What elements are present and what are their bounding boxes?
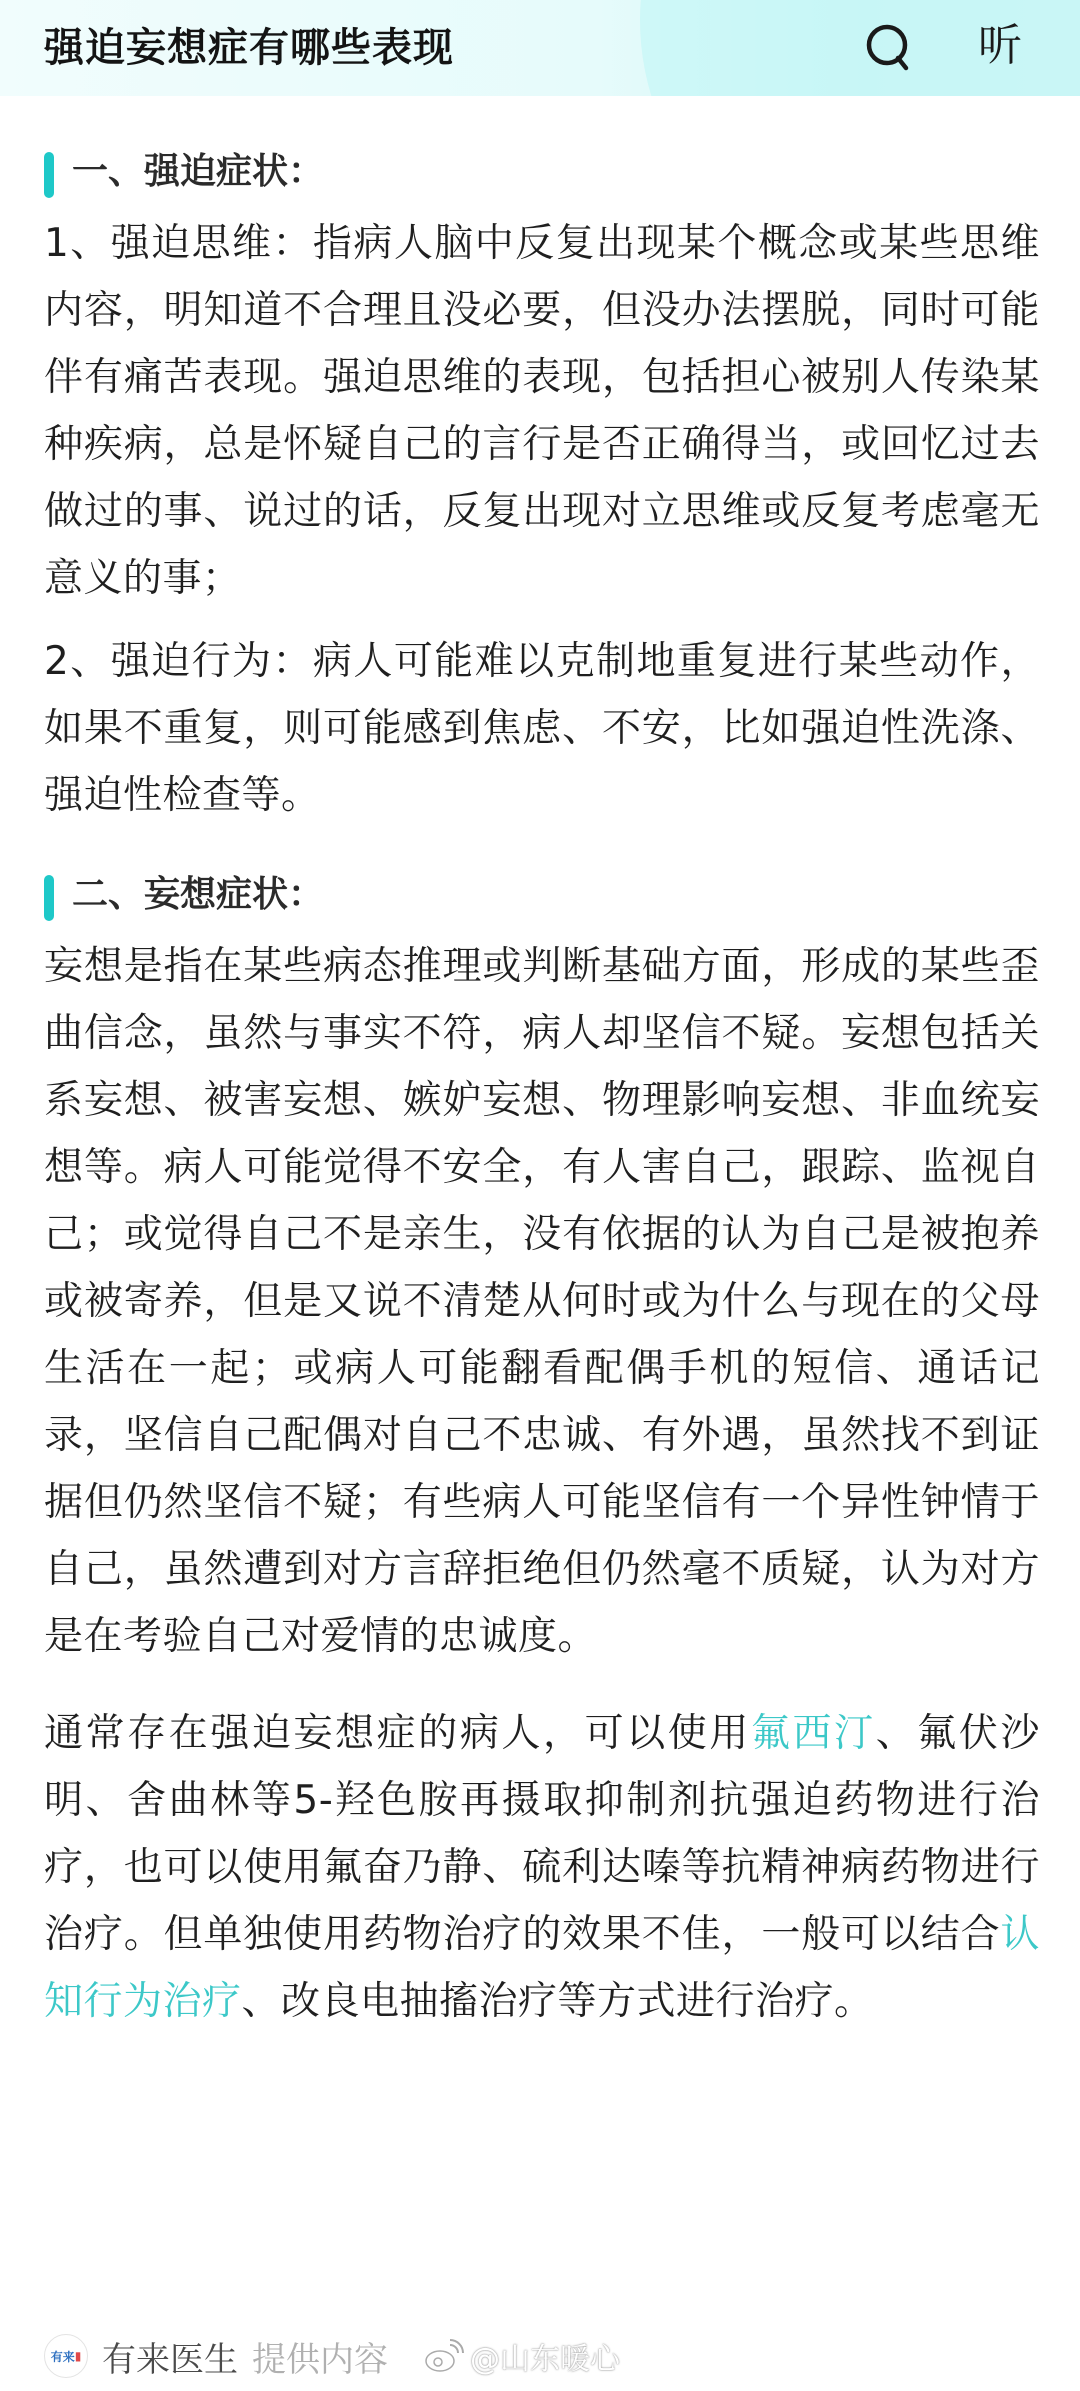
section-heading-text: 二、妄想症状： xyxy=(72,874,325,915)
section-heading-obsessive xyxy=(44,136,1040,208)
page-title: 强迫妄想症有哪些表现 xyxy=(44,25,454,71)
paragraph-delusion: 妄想是指在某些病态推理或判断基础方面，形成的某些歪曲信念，虽然与事实不符，病人却坚信不疑。妄想包括关系妄想、被害妄想、嫉妒妄想、物理影响妄想、非血统妄想等。病人可能觉得不安全，有人害自己，跟踪、监视自己；或觉得自己不是亲生，没有依据的认为自己是被抱养或被寄养，但是又说不清楚从何时或为什么与现在的父母生活在一起；或病人可能翻看配偶手机的短信、通话记录，坚信自己配偶对自己不忠诚、有外遇，虽然找不到证据但仍然坚信不疑；有些病人可能坚信有一个异性钟情于自己，虽然遭到对方言辞拒绝但仍然毫不质疑，认为对方是在考验自己对爱情的忠诚度。 xyxy=(44,944,1040,1659)
logo-text-red: ▮ xyxy=(74,2349,82,2363)
paragraph-compulsive-behavior: 2、强迫行为：病人可能难以克制地重复进行某些动作，如果不重复，则可能感到焦虑、不安，比如强迫性洗涤、强迫性检查等。 xyxy=(44,639,1040,818)
source-footer xyxy=(44,2330,620,2382)
link-cbt[interactable]: 认知行为治疗 xyxy=(44,1912,1040,2024)
top-bar xyxy=(0,0,1080,96)
paragraph-obsessive-thoughts: 1、强迫思维：指病人脑中反复出现某个概念或某些思维内容，明知道不合理且没必要，但没办法摆脱，同时可能伴有痛苦表现。强迫思维的表现，包括担心被别人传染某种疾病，总是怀疑自己的言行是否正确得当，或回忆过去做过的事、说过的话，反复出现对立思维或反复考虑毫无意义的事； xyxy=(44,221,1040,601)
link-fluoxetine[interactable]: 氟西汀 xyxy=(750,1711,876,1756)
paragraph-treatment xyxy=(44,1700,1040,2035)
listen-button[interactable]: 听 xyxy=(978,20,1022,71)
watermark-text: @山东暖心 xyxy=(470,2342,620,2377)
section-heading-text: 一、强迫症状： xyxy=(72,151,325,192)
search-icon xyxy=(862,20,918,76)
treatment-text: 通常存在强迫妄想症的病人，可以使用 xyxy=(44,1711,751,1756)
source-logo[interactable] xyxy=(44,2334,88,2378)
search-button[interactable] xyxy=(862,20,918,76)
logo-text: 有来 xyxy=(50,2349,75,2364)
treatment-text: 、氟伏沙明、舍曲林等5-羟色胺再摄取抑制剂抗强迫药物进行治疗，也可以使用氟奋乃静、硫利达嗪等抗精神病药物进行治疗。但单独使用药物治疗的效果不佳，一般可以结合 xyxy=(44,1711,1040,1957)
source-name[interactable]: 有来医生 xyxy=(102,2339,238,2380)
heading-accent-bar xyxy=(44,875,54,921)
treatment-text: 、改良电抽搐治疗等方式进行治疗。 xyxy=(241,1979,874,2024)
section-heading-delusion xyxy=(44,859,1040,931)
source-suffix: 提供内容 xyxy=(252,2339,388,2380)
weibo-watermark xyxy=(424,2334,620,2378)
article-body xyxy=(44,136,1040,2035)
heading-accent-bar xyxy=(44,152,54,198)
weibo-icon xyxy=(424,2339,464,2373)
